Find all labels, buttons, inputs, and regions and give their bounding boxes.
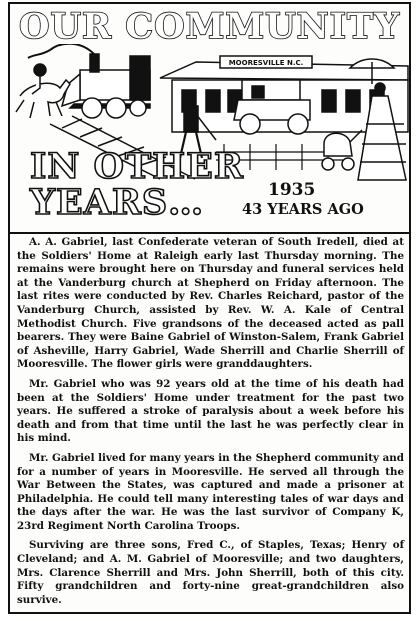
column-title: OUR COMMUNITY	[18, 6, 401, 47]
years-heading: YEARS…	[30, 182, 205, 223]
station-sign: MOORESVILLE N.C.	[228, 59, 304, 67]
article-body	[17, 236, 404, 613]
article-paragraph: Mr. Gabriel who was 92 years old at the time of his death had been at the Soldiers' Home under treatment for the past two years. He suffered a stroke of paralysis about a week before his death and from that time until the last he was perfectly clear in his mind.	[17, 377, 404, 445]
article-paragraph: Mr. Gabriel lived for many years in the Shepherd community and for a number of years in Mooresville. He served all through the War Between the States, was captured and made a prisoner at Philadelphia. He could tell many interesting tales of war days and the days after the war. He was the last survivor of Company K, 23rd Regiment North Carolina Troops.	[17, 451, 404, 532]
article-paragraph: Surviving are three sons, Fred C., of Staples, Texas; Henry of Cleveland; and A. M. Gabriel of Mooresville; and two daughters, Mrs. Clarence Sherrill and Mrs. John Sherrill, both of this city. Fifty grandchildren and forty-nine great-grandchildren also survive.	[17, 539, 404, 606]
article-paragraph: A. A. Gabriel, last Confederate veteran of South Iredell, died at the Soldiers' Home at Raleigh early last Thursday morning. The remains were brought here on Thursday and funeral services held at the Vanderburg church at Shepherd on Friday afternoon. The last rites were conducted by Rev. Charles Reichard, pastor of the Vanderburg Church, assisted by Rev. W. A. Kale of Central Methodist Church. Five grandsons of the deceased acted as pall bearers. They were Baine Gabriel of Winston-Salem, Frank Gabriel of Asheville, Harry Gabriel, Wade Sherrill and Charlie Sherrill of Mooresville. The flower girls were granddaughters.	[17, 236, 404, 371]
horse-and-rider	[16, 64, 70, 118]
masthead	[10, 4, 409, 234]
years-ago-label: 43 YEARS AGO	[242, 201, 364, 218]
year-label: 1935	[268, 180, 316, 200]
newspaper-clipping	[8, 2, 411, 614]
baby-carriage	[322, 130, 362, 170]
in-other-heading: IN OTHER	[30, 146, 244, 187]
